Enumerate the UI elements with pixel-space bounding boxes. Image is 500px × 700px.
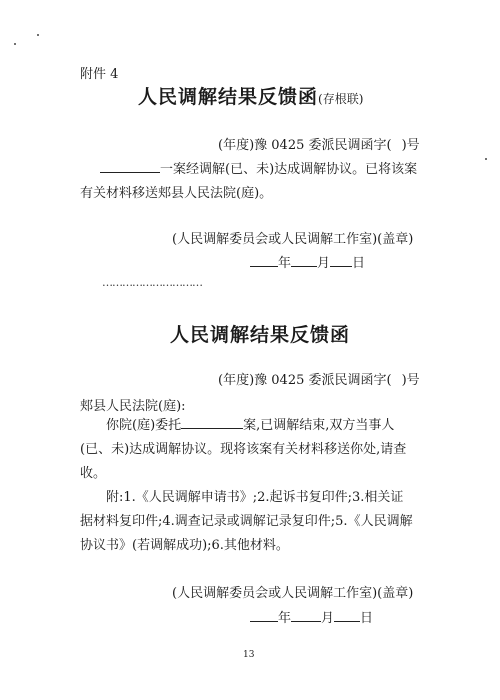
receipt-signature: (人民调解委员会或人民调解工作室)(盖章)	[172, 232, 414, 247]
main-day-label: 日	[360, 611, 374, 626]
main-title: 人民调解结果反馈函	[170, 324, 351, 346]
attachments-paragraph	[80, 486, 440, 558]
receipt-date	[250, 252, 365, 271]
receipt-case-blank	[100, 171, 160, 173]
attachments-line-2: 据材料复印件;4.调查记录或调解记录复印件;5.《人民调解	[80, 514, 413, 529]
receipt-month-label: 月	[317, 256, 331, 271]
receipt-day-label: 日	[352, 256, 366, 271]
body-line-2: (已、未)达成调解协议。现将该案有关材料移送你处,请查	[80, 442, 407, 457]
body-line-1-start: 你院(庭)委托	[106, 418, 182, 433]
receipt-year-label: 年	[278, 256, 292, 271]
attachments-line-3: 协议书》(若调解成功);6.其他材料。	[80, 538, 289, 553]
addressee: 郏县人民法院(庭):	[80, 399, 186, 414]
entrust-case-blank	[181, 427, 243, 429]
receipt-reference-number	[218, 134, 420, 153]
main-ref-suffix: )号	[401, 373, 420, 388]
page-number: 13	[243, 650, 255, 660]
receipt-line-1	[100, 158, 417, 177]
perforation-separator: …………………………	[102, 276, 202, 289]
main-year-blank	[250, 620, 278, 622]
main-month-label: 月	[321, 611, 335, 626]
main-year-label: 年	[278, 611, 292, 626]
receipt-title	[138, 82, 363, 109]
receipt-line-1-text: 一案经调解(已、未)达成调解协议。已将该案	[160, 162, 418, 177]
main-ref-prefix: (年度)豫 0425 委派民调函字(	[218, 373, 392, 388]
main-signature: (人民调解委员会或人民调解工作室)(盖章)	[172, 586, 414, 601]
main-date	[250, 607, 373, 626]
attachments-line-1: 附:1.《人民调解申请书》;2.起诉书复印件;3.相关证	[106, 490, 404, 505]
receipt-ref-suffix: )号	[401, 138, 420, 153]
receipt-day-blank	[330, 265, 352, 267]
receipt-ref-prefix: (年度)豫 0425 委派民调函字(	[218, 138, 392, 153]
scan-speck	[14, 43, 16, 45]
body-paragraph	[80, 414, 440, 486]
receipt-title-text: 人民调解结果反馈函	[138, 86, 319, 108]
main-reference-number	[218, 369, 420, 388]
attachment-label: 附件 4	[80, 67, 119, 82]
receipt-year-blank	[250, 265, 278, 267]
main-month-blank	[291, 620, 321, 622]
receipt-line-2: 有关材料移送郏县人民法院(庭)。	[80, 186, 273, 201]
body-line-1	[80, 414, 440, 438]
scan-speck	[485, 158, 487, 160]
receipt-title-tag: (存根联)	[318, 92, 364, 106]
body-line-3: 收。	[80, 466, 107, 481]
receipt-month-blank	[291, 265, 317, 267]
body-line-1-end: 案,已调解结束,双方当事人	[243, 418, 395, 433]
main-day-blank	[334, 620, 360, 622]
scan-speck	[37, 34, 39, 36]
